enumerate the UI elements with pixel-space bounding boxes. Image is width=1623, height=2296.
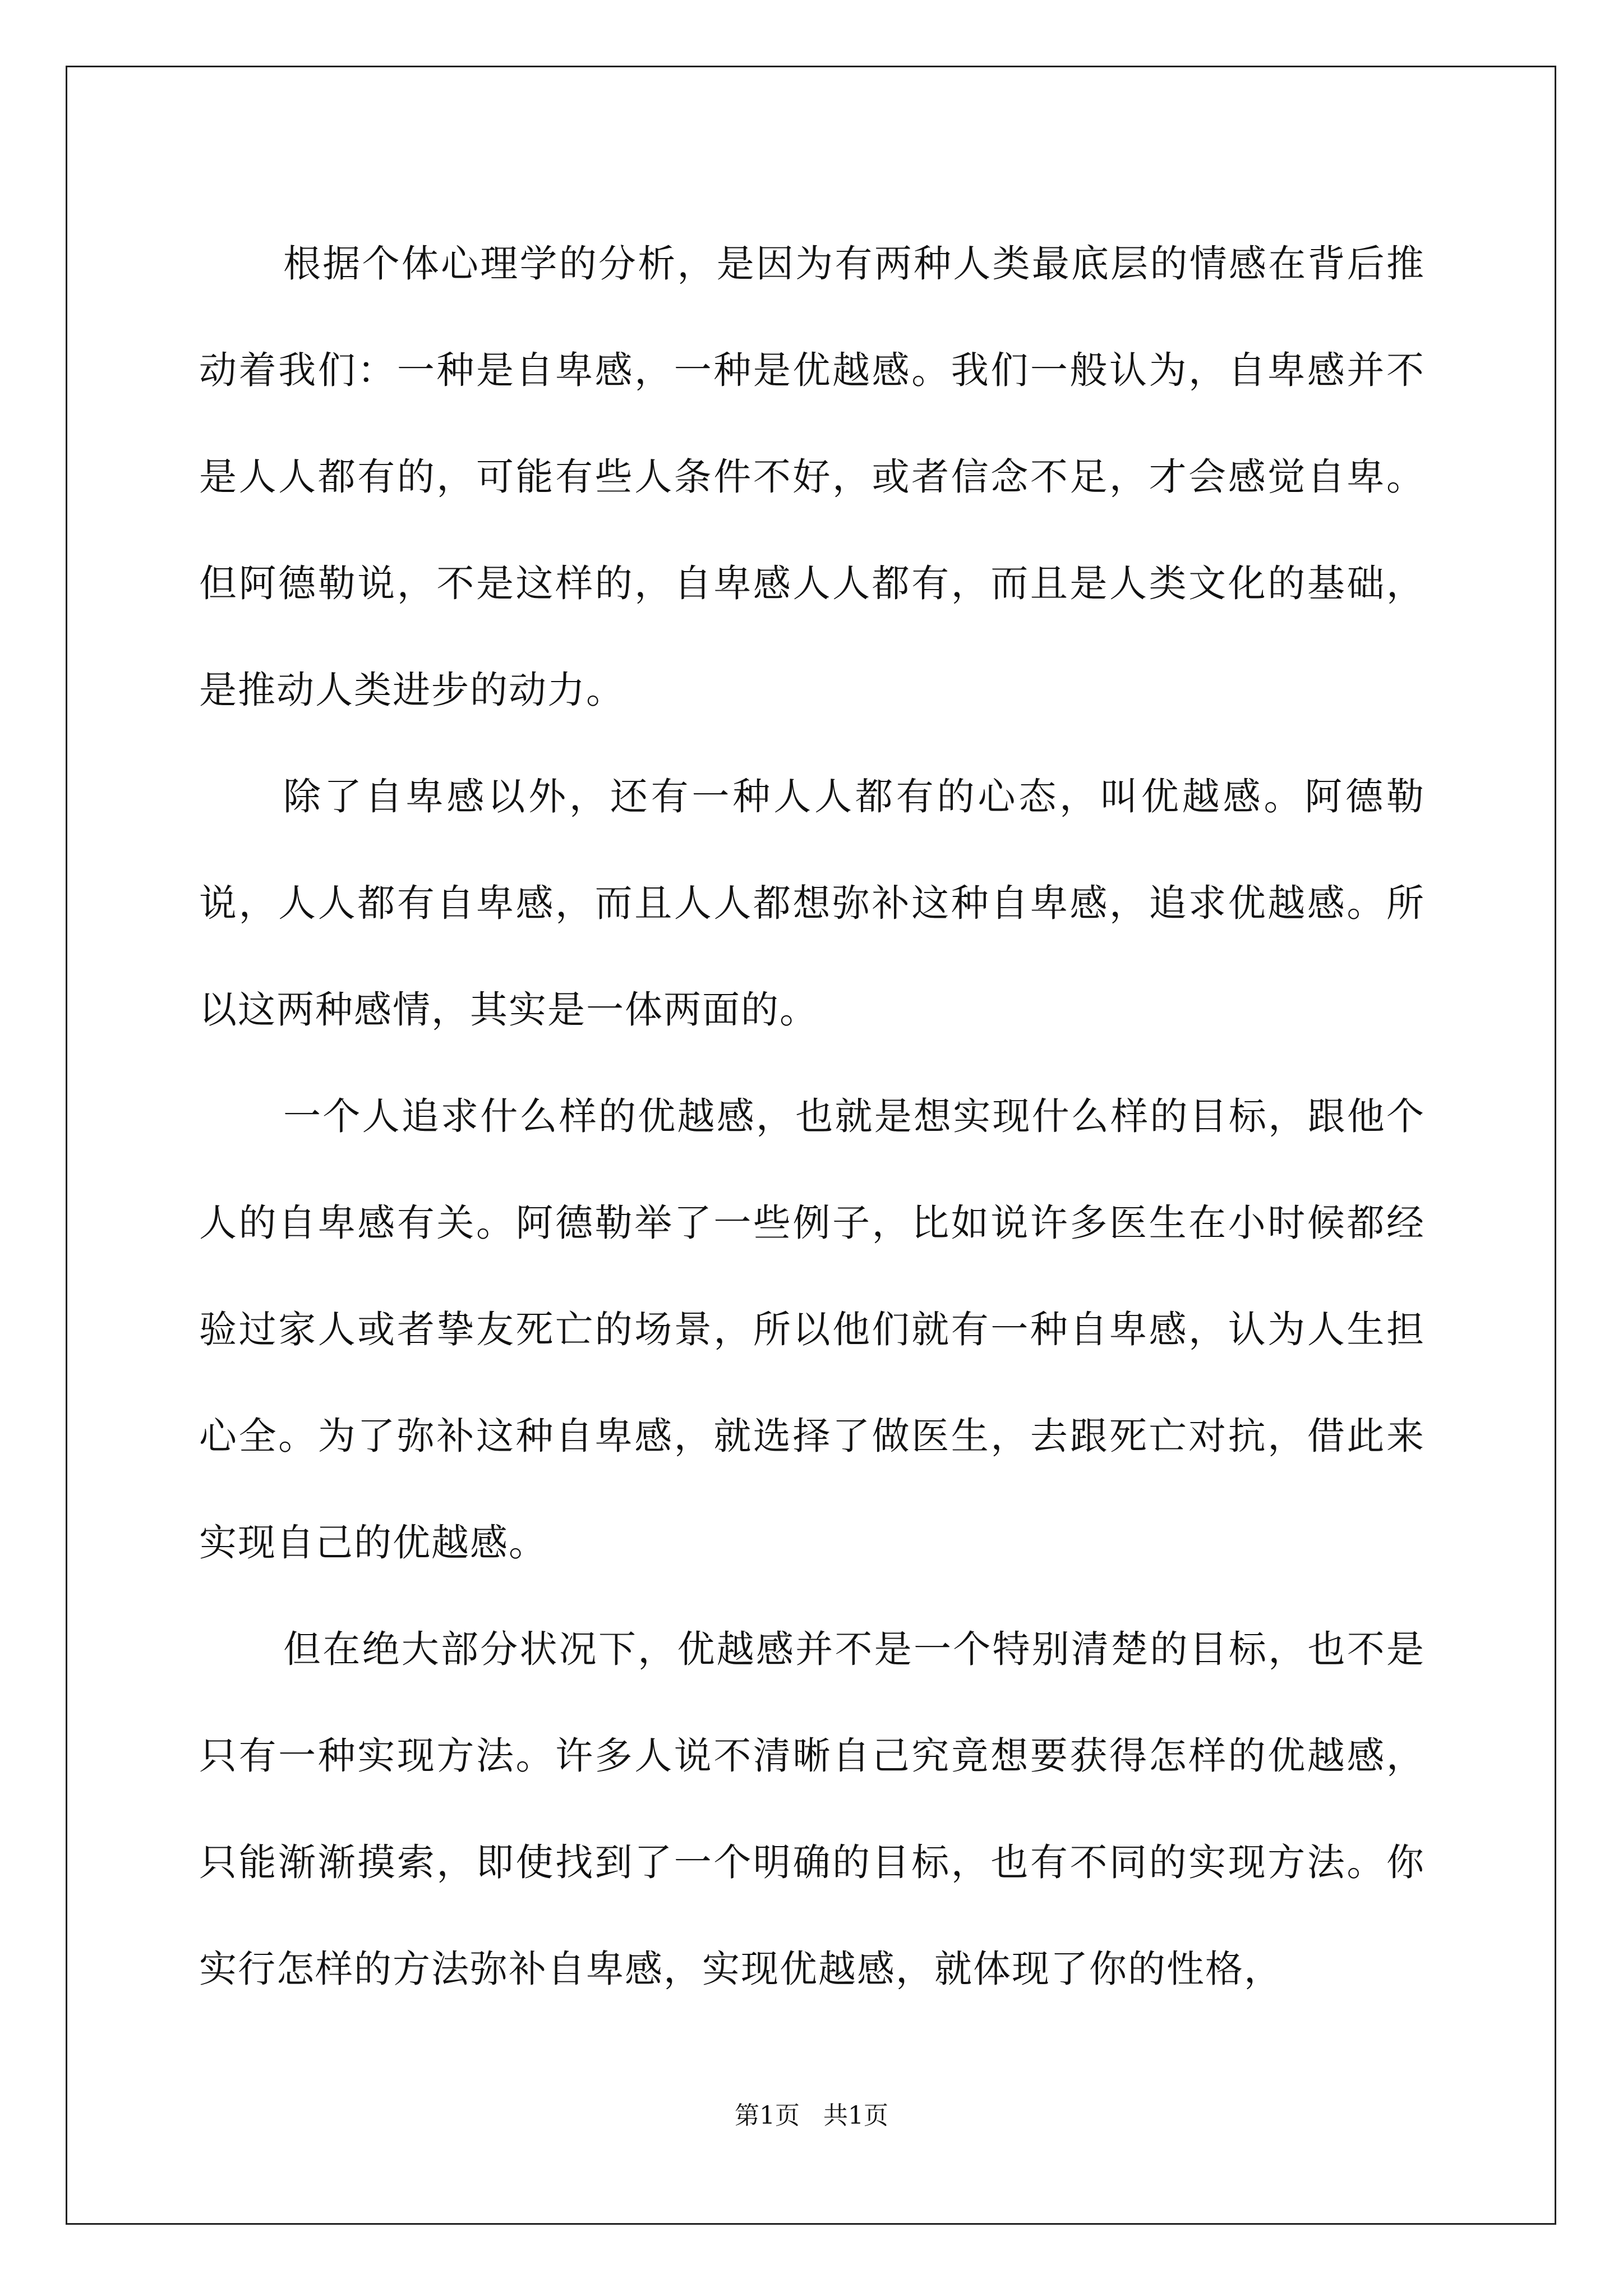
page-footer (0, 2099, 1623, 2133)
paragraph-2: 除了自卑感以外，还有一种人人都有的心态，叫优越感。阿德勒说，人人都有自卑感，而且人人都想弥补这种自卑感，追求优越感。所以这两种感情，其实是一体两面的。 (199, 775, 1425, 1032)
page-total: 共1页 (823, 2101, 888, 2130)
paragraph-3: 一个人追求什么样的优越感，也就是想实现什么样的目标，跟他个人的自卑感有关。阿德勒举了一些例子，比如说许多医生在小时候都经验过家人或者挚友死亡的场景，所以他们就有一种自卑感，认为人生担心全。为了弥补这种自卑感，就选择了做医生，去跟死亡对抗，借此来实现自己的优越感。 (199, 1094, 1425, 1565)
document-body (199, 210, 1425, 2022)
page-number: 第1页 (735, 2101, 800, 2130)
paragraph-4: 但在绝大部分状况下，优越感并不是一个特别清楚的目标，也不是只有一种实现方法。许多人说不清晰自己究竟想要获得怎样的优越感，只能渐渐摸索，即使找到了一个明确的目标，也有不同的实现方法。你实行怎样的方法弥补自卑感，实现优越感，就体现了你的性格， (199, 1627, 1425, 1991)
paragraph-1: 根据个体心理学的分析，是因为有两种人类最底层的情感在背后推动着我们：一种是自卑感，一种是优越感。我们一般认为，自卑感并不是人人都有的，可能有些人条件不好，或者信念不足，才会感觉自卑。但阿德勒说，不是这样的，自卑感人人都有，而且是人类文化的基础，是推动人类进步的动力。 (199, 242, 1425, 712)
